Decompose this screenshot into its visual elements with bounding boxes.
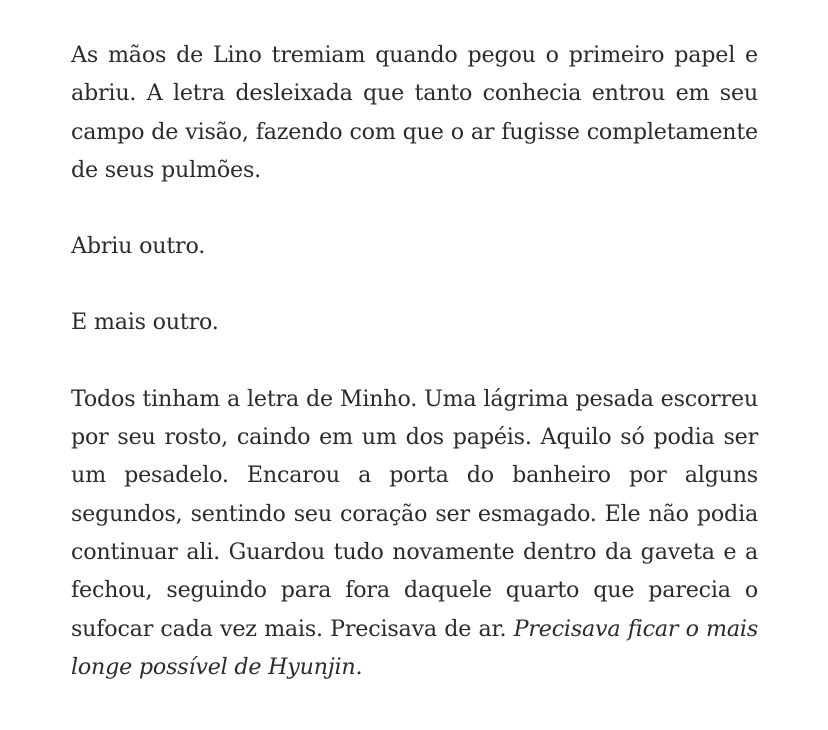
paragraph-4-italic-text: Precisava ficar o mais longe possível de Hyunjin. [71,615,758,680]
paragraph-2-text: Abriu outro. [71,233,206,260]
paragraph-3 [71,303,758,341]
story-text [71,36,758,724]
paragraph-4 [71,380,758,686]
paragraph-1-text: As mãos de Lino tremiam quando pegou o primeiro papel e abriu. A letra desleixada que tanto conhecia entrou em seu campo de visão, fazendo com que o ar fugisse completamente de seus pulmões. [71,42,758,183]
paragraph-2 [71,227,758,265]
paragraph-4-text: Todos tinham a letra de Minho. Uma lágrima pesada escorreu por seu rosto, caindo em um dos papéis. Aquilo só podia ser um pesadelo. Encarou a porta do banheiro por alguns segundos, sentindo seu coração ser esmagado. Ele não podia continuar ali. Guardou tudo novamente dentro da gaveta e a fechou, seguindo para fora daquele quarto que parecia o sufocar cada vez mais. Precisava de ar. [71,385,758,642]
paragraph-1 [71,36,758,189]
paragraph-3-text: E mais outro. [71,309,219,336]
